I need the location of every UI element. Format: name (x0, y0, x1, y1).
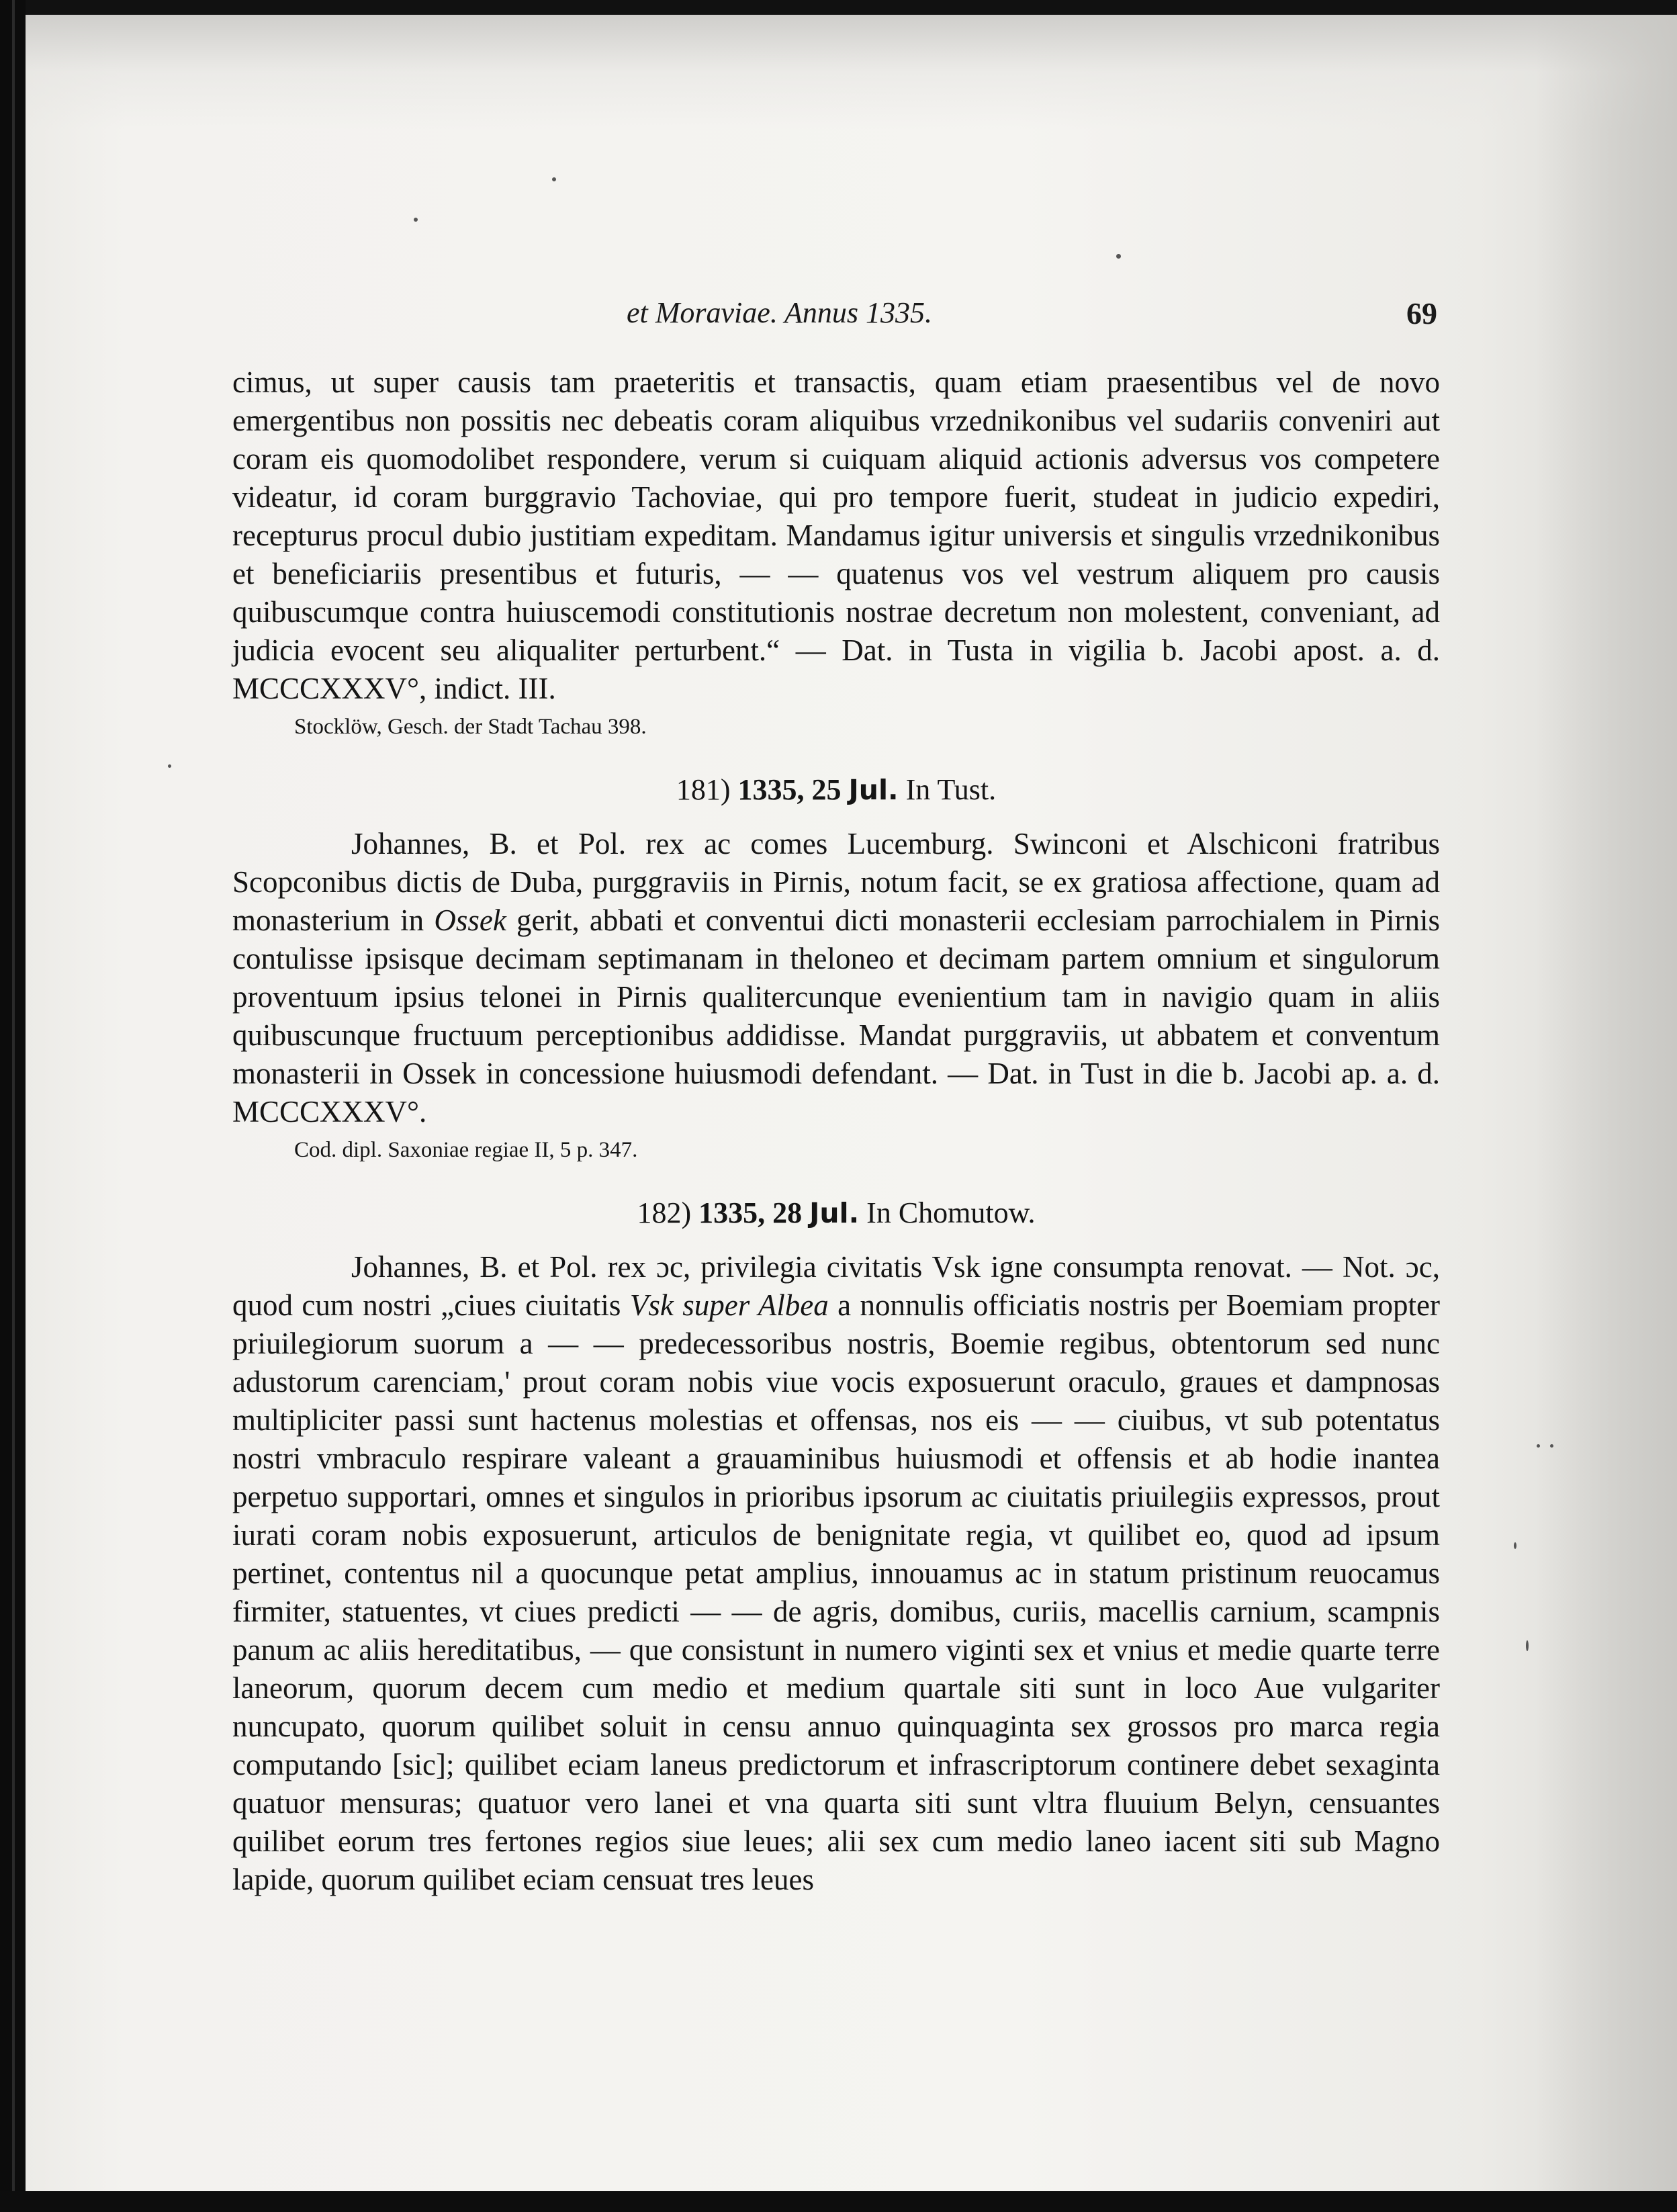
italic-place-name: Vsk super Albea (629, 1288, 829, 1322)
dust-speck (1537, 1444, 1540, 1448)
dust-speck (1116, 254, 1121, 259)
entry-text-181 (232, 825, 1440, 1131)
entry-month: Jul. (809, 1197, 860, 1229)
scanned-page (26, 15, 1677, 2212)
entry-month: Jul. (848, 774, 899, 806)
entry-text-part: Johannes, B. et Pol. rex ɔc, privilegia civitatis Vsk igne consumpta renovat. — Not. ɔc, quod cum nostri „ciues ciuitatis (232, 1250, 1440, 1322)
dust-speck (552, 177, 556, 181)
dust-speck (1526, 1640, 1529, 1651)
entry-date: 1335, 25 (737, 773, 842, 806)
continuation-paragraph: cimus, ut super causis tam praeteritis et transactis, quam etiam praesentibus vel de novo emergentibus non possitis nec debeatis coram aliquibus vrzednikonibus vel sudariis conveniri aut coram eis quomodolibet respondere, verum si cuiquam aliquid actionis adversus vos competere videatur, id coram burggravio Tachoviae, qui pro tempore fuerit, studeat in judicio expediri, recepturus procul dubio justitiam expeditam. Mandamus igitur universis et singulis vrzednikonibus et beneficiariis presentibus et futuris, — — quatenus vos vel vestrum aliquem pro causis quibuscumque contra huiuscemodi constitutionis nostrae decretum non molestent, conveniant, ad judicia evocent seu aliqualiter perturbent.“ — Dat. in Tusta in vigilia b. Jacobi apost. a. d. MCCCXXXV°, indict. III. (232, 365, 1440, 705)
page-top-shading (26, 15, 1677, 129)
book-spine-shadow (0, 0, 26, 2212)
running-head: et Moraviae. Annus 1335. (627, 296, 933, 329)
entry-number: 181) (676, 773, 731, 806)
entry-text-part: Johannes, B. et Pol. rex ac comes Lucemburg. Swinconi et Alschiconi fratribus Scopconibus dictis de Duba, purggraviis in Pirnis, notum facit, se ex gratiosa affectione, quam ad monasterium in (232, 827, 1440, 937)
entry-place: In Chomutow. (866, 1196, 1036, 1229)
dust-speck (1550, 1444, 1553, 1448)
italic-place-name: Ossek (434, 903, 506, 937)
entry-number: 182) (637, 1196, 692, 1229)
page-edge-shading (1536, 15, 1677, 2212)
dust-speck (1514, 1542, 1516, 1549)
entry-heading-181 (232, 771, 1440, 809)
entry-text-part: gerit, abbati et conventui dicti monasterii ecclesiam parrochialem in Pirnis contulisse ipsisque decimam septimanam in theloneo et decimam partem omnium et singulorum proventuum ipsius telonei in Pirnis qualitercunque evenientium tam in navigio quam in aliis quibuscunque fructuum perceptionibus addidisse. Mandat purggraviis, ut abbatem et conventum monasterii in Ossek in concessione huiusmodi defendant. — Dat. in Tust in die b. Jacobi ap. a. d. MCCCXXXV°. (232, 903, 1440, 1129)
entry-text-182 (232, 1248, 1440, 1899)
entry-place: In Tust. (905, 773, 997, 806)
page-number: 69 (1406, 296, 1437, 330)
dust-speck (168, 764, 171, 768)
entry-text-part: a nonnulis officiatis nostris per Boemiam propter priuilegiorum suorum a — — predecessoribus nostris, Boemie regibus, obtentorum sed nunc adustorum carenciam,' prout coram nobis viue vocis exposuerunt oraculo, graues et dampnosas multipliciter passi sunt hactenus molestias et offensas, nos eis — — ciuibus, vt sub potentatus nostri vmbraculo respirare valeant a grauaminibus huiusmodi et offensis et ab hodie inantea perpetuo supportari, omnes et singulos in prioribus ipsorum ac ciuitatis priuilegiis expressos, prout iurati coram nobis exposuerunt, articulos de benignitate regia, vt quilibet eo, quod ad ipsum pertinet, contentus nil a quocunque petat amplius, innouamus ac in statum pristinum reuocamus firmiter, statuentes, vt ciues predicti — — de agris, domibus, curiis, macellis carnium, scampnis panum ac aliis hereditatibus, — que consistunt in numero viginti sex et vnius et medie quarte terre laneorum, quorum decem cum medio et medium quartale siti sunt in loco Aue vulgariter nuncupato, quorum quilibet soluit in censu annuo quinquaginta sex grossos pro marca regia computando [sic]; quilibet eciam laneus predictorum et infrascriptorum continere debet sexaginta quatuor mensuras; quatuor vero lanei et vna quarta siti sunt vltra fluuium Belyn, censuantes quilibet eorum tres fertones regios siue leues; alii sex cum medio laneo iacent siti sub Magno lapide, quorum quilibet eciam censuat tres leues (232, 1288, 1440, 1896)
scan-bottom-border (0, 2191, 1677, 2212)
page-body (232, 363, 1440, 1899)
entry-heading-182 (232, 1194, 1440, 1232)
dust-speck (414, 218, 418, 222)
source-citation: Stocklöw, Gesch. der Stadt Tachau 398. (294, 715, 647, 739)
source-citation: Cod. dipl. Saxoniae regiae II, 5 p. 347. (294, 1138, 638, 1162)
entry-date: 1335, 28 (698, 1196, 803, 1229)
